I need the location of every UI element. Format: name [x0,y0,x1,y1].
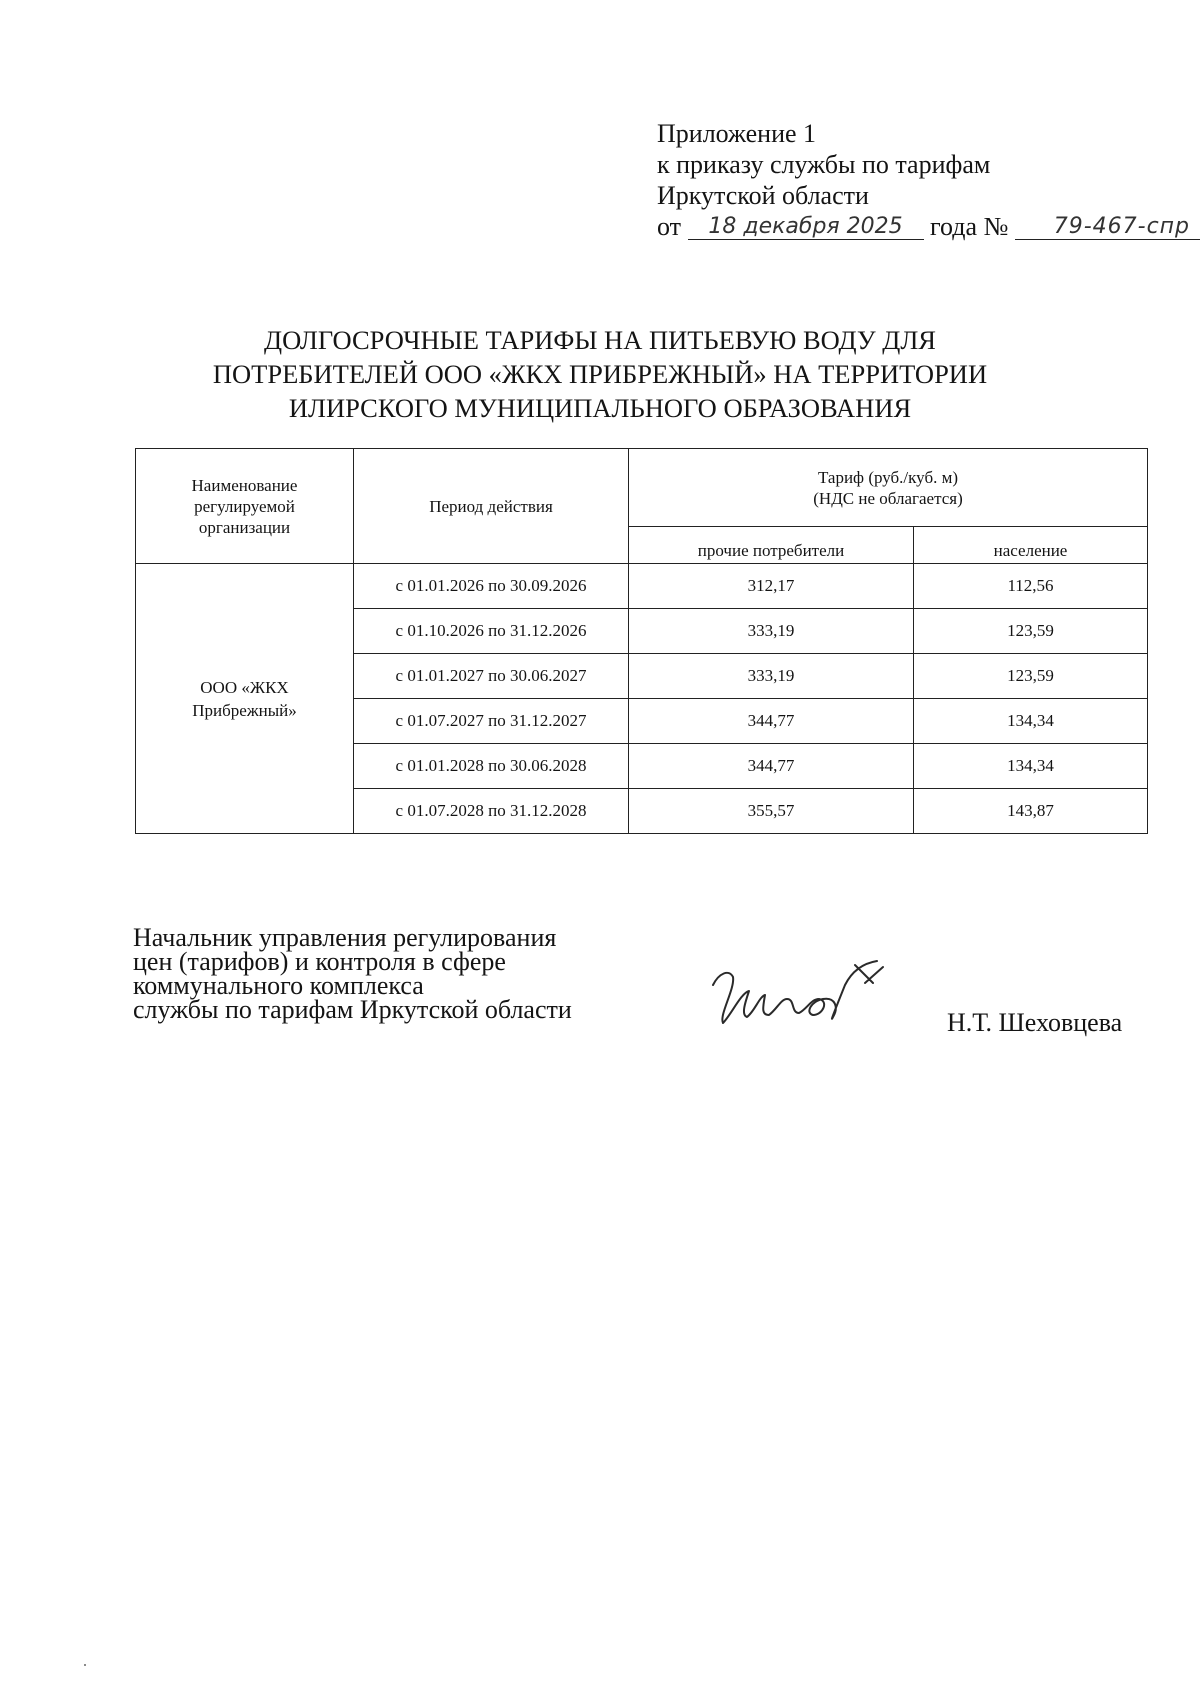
appendix-date-line [657,211,1200,242]
header-org-line-3: организации [198,517,291,537]
header-period: Период действия [354,449,629,564]
header-tariff-line-1: Тариф (руб./куб. м) [817,467,959,487]
table-header-row [136,449,1148,527]
title-line-3: ИЛИРСКОГО МУНИЦИПАЛЬНОГО ОБРАЗОВАНИЯ [288,393,912,423]
header-organization [136,449,354,564]
organization-cell [136,564,354,834]
handwritten-signature [705,955,895,1035]
signatory-name: Н.Т. Шеховцева [947,1008,1123,1037]
header-tariff [629,449,1148,527]
header-org-line-1: Наименование [191,475,298,495]
handwritten-order-number: 79-467-спр [1015,215,1200,240]
position-line-3: коммунального комплекса [133,971,424,1000]
population-tariff-cell: 134,34 [914,744,1148,789]
other-tariff-cell: 355,57 [629,789,914,834]
title-line-1: ДОЛГОСРОЧНЫЕ ТАРИФЫ НА ПИТЬЕВУЮ ВОДУ ДЛЯ [264,325,936,355]
handwritten-date: 18 декабря 2025 [688,215,924,240]
org-name-line-2: Прибрежный» [192,700,297,720]
appendix-line-1: Приложение 1 [657,119,817,148]
other-tariff-cell: 333,19 [629,609,914,654]
period-cell: с 01.07.2027 по 31.12.2027 [354,699,629,744]
population-tariff-cell: 112,56 [914,564,1148,609]
title-line-2: ПОТРЕБИТЕЛЕЙ ООО «ЖКХ ПРИБРЕЖНЫЙ» НА ТЕРРИТОРИИ [212,359,988,389]
other-tariff-cell: 344,77 [629,744,914,789]
other-tariff-cell: 344,77 [629,699,914,744]
header-population: население [914,527,1148,564]
position-line-2: цен (тарифов) и контроля в сфере [133,947,506,976]
period-cell: с 01.10.2026 по 31.12.2026 [354,609,629,654]
population-tariff-cell: 123,59 [914,609,1148,654]
population-tariff-cell: 134,34 [914,699,1148,744]
period-cell: с 01.01.2026 по 30.09.2026 [354,564,629,609]
population-tariff-cell: 123,59 [914,654,1148,699]
period-cell: с 01.01.2028 по 30.06.2028 [354,744,629,789]
order-number-label: года № [930,212,1009,241]
header-org-line-2: регулируемой [194,496,295,516]
header-tariff-line-2: (НДС не облагается) [813,488,963,508]
appendix-header [657,118,1200,242]
period-cell: с 01.01.2027 по 30.06.2027 [354,654,629,699]
header-other-consumers: прочие потребители [629,527,914,564]
date-prefix: от [657,212,682,241]
population-tariff-cell: 143,87 [914,789,1148,834]
table-row [136,564,1148,609]
signatory-position [133,923,572,1024]
other-tariff-cell: 312,17 [629,564,914,609]
appendix-line-2: к приказу службы по тарифам [657,150,991,179]
scan-speck [84,1664,86,1666]
appendix-line-3: Иркутской области [657,181,869,210]
document-title [200,323,1000,425]
position-line-4: службы по тарифам Иркутской области [133,995,572,1024]
tariff-table [135,448,1148,834]
other-tariff-cell: 333,19 [629,654,914,699]
org-name-line-1: ООО «ЖКХ [200,677,289,697]
position-line-1: Начальник управления регулирования [133,923,557,952]
period-cell: с 01.07.2028 по 31.12.2028 [354,789,629,834]
